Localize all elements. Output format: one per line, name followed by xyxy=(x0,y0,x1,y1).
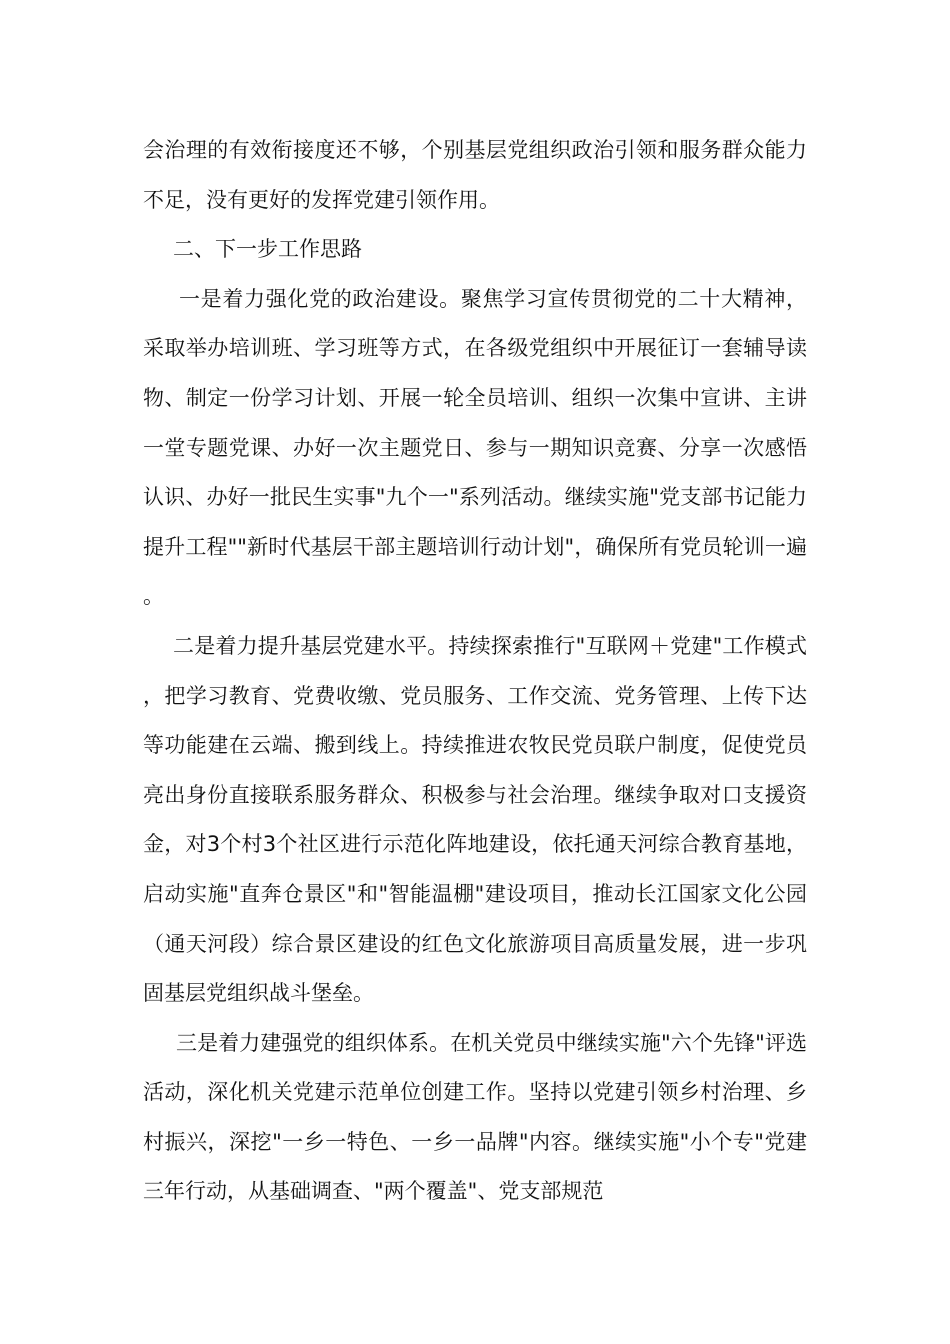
paragraph-grassroots-level: 二是着力提升基层党建水平。持续探索推行"互联网＋党建"工作模式，把学习教育、党费收缴、党员服务、工作交流、党务管理、上传下达等功能建在云端、搬到线上。持续推进农牧民党员联户制度，促使党员亮出身份直接联系服务群众、积极参与社会治理。继续争取对口支援资金，对3个村3个社区进行示范化阵地建设，依托通天河综合教育基地，启动实施"直奔仓景区"和"智能温棚"建设项目，推动长江国家文化公园（通天河段）综合景区建设的红色文化旅游项目高质量发展，进一步巩固基层党组织战斗堡垒。 xyxy=(143,633,807,1006)
section-heading: 二、下一步工作思路 xyxy=(173,237,362,262)
paragraph-continuation: 会治理的有效衔接度还不够，个别基层党组织政治引领和服务群众能力不足，没有更好的发挥党建引领作用。 xyxy=(143,138,807,212)
paragraph-political-building: 一是着力强化党的政治建设。聚焦学习宣传贯彻党的二十大精神，采取举办培训班、学习班等方式，在各级党组织中开展征订一套辅导读物、制定一份学习计划、开展一轮全员培训、组织一次集中宣讲、主讲一堂专题党课、办好一次主题党日、参与一期知识竞赛、分享一次感悟认识、办好一批民生实事"九个一"系列活动。继续实施"党支部书记能力提升工程""新时代基层干部主题培训行动计划"，确保所有党员轮训一遍。 xyxy=(143,286,807,609)
paragraph-organization-system: 三是着力建强党的组织体系。在机关党员中继续实施"六个先锋"评选活动，深化机关党建示范单位创建工作。坚持以党建引领乡村治理、乡村振兴，深挖"一乡一特色、一乡一品牌"内容。继续实施"小个专"党建三年行动，从基础调查、"两个覆盖"、党支部规范 xyxy=(143,1030,807,1204)
document-body xyxy=(143,126,807,1217)
